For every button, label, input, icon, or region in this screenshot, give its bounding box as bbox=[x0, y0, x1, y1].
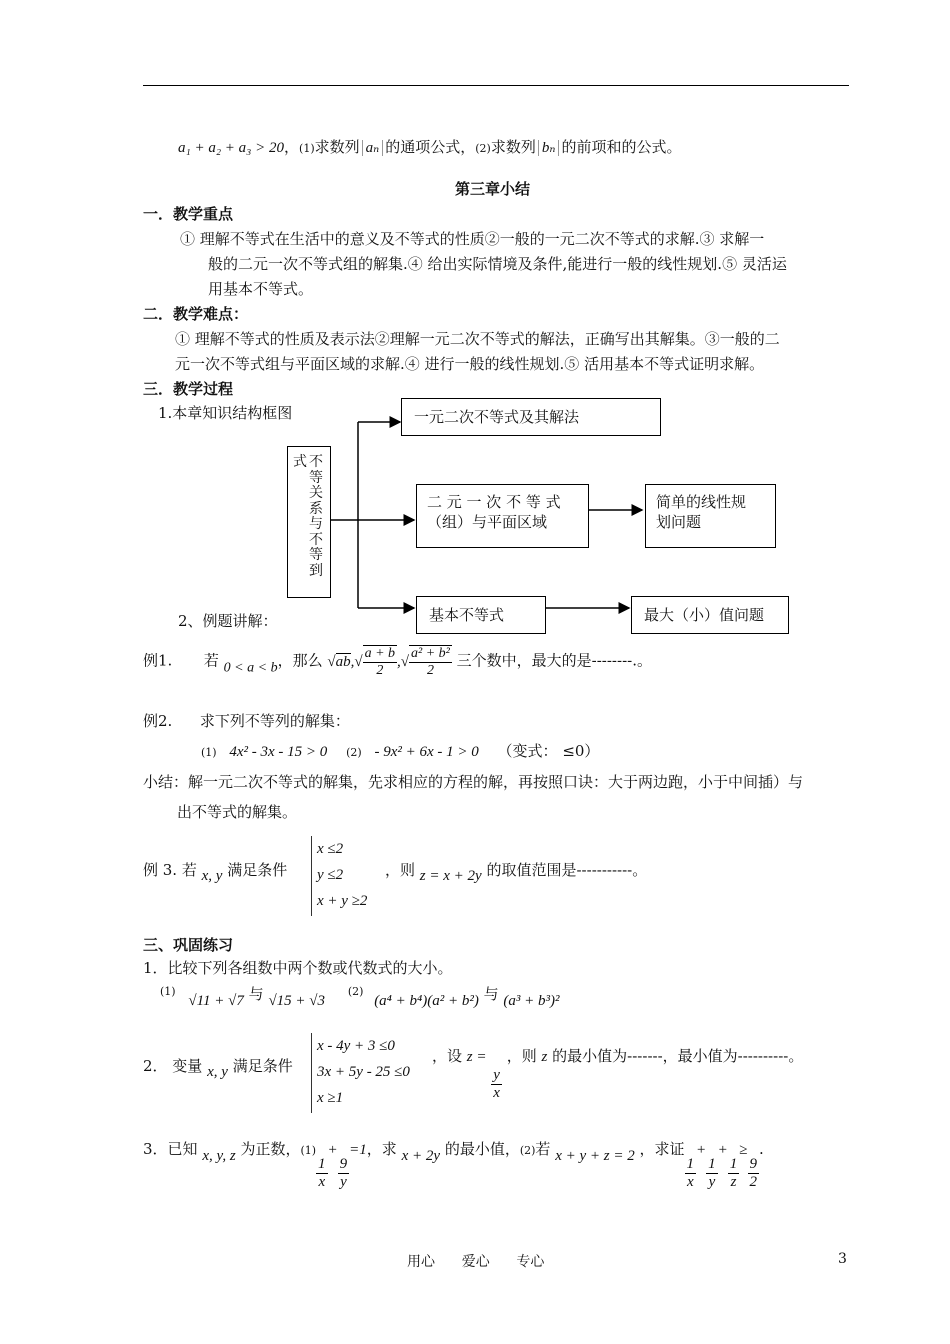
q2-z: z = bbox=[466, 1049, 487, 1065]
top-n2: (2) bbox=[475, 142, 491, 155]
q3-f1d: x bbox=[318, 1174, 326, 1191]
s1-heading: 一．教学重点 bbox=[143, 205, 234, 223]
ex2-variant: （变式： ≤0） bbox=[497, 742, 600, 760]
q1-yu1: 与 bbox=[248, 985, 264, 1003]
q2-vars: x, y bbox=[207, 1064, 228, 1080]
q3-eq: =1 bbox=[349, 1142, 367, 1158]
q3-rd: 2 bbox=[749, 1174, 758, 1191]
root-text-a: 不等关系与不等到 bbox=[309, 454, 323, 579]
seq-b: bₙ bbox=[538, 140, 560, 156]
q2-c3: x ≥1 bbox=[317, 1090, 344, 1106]
q1-n2: (2) bbox=[347, 985, 364, 998]
seq-a: aₙ bbox=[362, 140, 384, 156]
top-n1: (1) bbox=[299, 142, 315, 155]
ex2-m2: - 9x² + 6x - 1 > 0 bbox=[374, 744, 479, 760]
examples-label: 2、例题讲解： bbox=[178, 612, 278, 630]
q1-c: (a⁴ + b⁴)(a² + b²) bbox=[374, 993, 479, 1009]
q3-t1: 为正数， bbox=[240, 1140, 301, 1158]
top-t2: 求数列 bbox=[314, 138, 360, 156]
q1-a: √11 + √7 bbox=[188, 993, 244, 1009]
ex2-text: 求下列不等列的解集： bbox=[199, 712, 350, 730]
q2-head bbox=[143, 1055, 293, 1081]
ex1-f1-num: a + b bbox=[363, 646, 397, 663]
q2-c1: x - 4y + 3 ≤0 bbox=[317, 1038, 395, 1054]
box-linear-text1: 二 元 一 次 不 等 式 bbox=[427, 493, 561, 511]
q3-t3: 的最小值， bbox=[444, 1140, 520, 1158]
summary-line2: 出不等式的解集。 bbox=[177, 803, 298, 821]
box-basic-text: 基本不等式 bbox=[429, 606, 505, 624]
q1-b: √15 + √3 bbox=[268, 993, 326, 1009]
s1-line1: ① 理解不等式在生活中的意义及不等式的性质②一般的一元二次不等式的求解.③ 求解一 bbox=[180, 230, 765, 248]
q3-t2: ，求 bbox=[366, 1140, 397, 1158]
q2-system bbox=[311, 1033, 410, 1113]
ex3-system bbox=[311, 836, 367, 916]
ex3-expr: z = x + 2y bbox=[419, 868, 482, 884]
example-2 bbox=[143, 710, 350, 731]
root-text-b: 式 bbox=[293, 454, 307, 470]
box-linear-programming bbox=[645, 484, 776, 548]
q3-t4: 若 bbox=[535, 1140, 551, 1158]
root-box bbox=[287, 446, 331, 598]
example-3 bbox=[143, 859, 287, 885]
ex3-t3: 的取值范围是-----------。 bbox=[486, 861, 648, 879]
q2-fnum: y bbox=[491, 1067, 502, 1085]
s4-heading: 三、巩固练习 bbox=[143, 936, 234, 954]
q3-label: 3．已知 bbox=[143, 1140, 198, 1158]
top-t5: 的前项和的公式。 bbox=[561, 138, 682, 156]
s2-line1: ① 理解不等式的性质及表示法②理解一元二次不等式的解法，正确写出其解集。③一般的二 bbox=[175, 330, 780, 348]
ex3-c3: x + y ≥2 bbox=[317, 893, 368, 909]
q3-g3d: z bbox=[730, 1174, 737, 1191]
q3-vars: x, y, z bbox=[202, 1148, 236, 1164]
q3-f1n: 1 bbox=[316, 1156, 328, 1174]
box-quadratic bbox=[401, 398, 661, 436]
page-title: 第三章小结 bbox=[455, 180, 531, 198]
ex1-label: 例1. bbox=[143, 651, 173, 670]
q3-n1: (1) bbox=[300, 1144, 317, 1157]
q2-c2: 3x + 5y - 25 ≤0 bbox=[317, 1064, 410, 1080]
ex2-n2: (2) bbox=[346, 746, 362, 759]
q3-g3n: 1 bbox=[728, 1156, 740, 1174]
q1-text: 1．比较下列各组数中两个数或代数式的大小。 bbox=[143, 959, 453, 977]
q2-t3: ，则 bbox=[506, 1047, 537, 1065]
ex3-t1: 满足条件 bbox=[227, 861, 288, 879]
example-1: 例1. 若 0 < a < b，那么 √ab,√ $\frac{a + b}{2}$ ,√ $\frac{\text{a² + b²}}{2}$ 三个数中，最大的是--------.。 bbox=[143, 646, 652, 679]
ex3-t2: ，则 bbox=[385, 861, 416, 879]
q3-geq: ≥ bbox=[739, 1142, 748, 1158]
ex1-f1-den: 2 bbox=[376, 663, 384, 679]
q3-f2n: 9 bbox=[338, 1156, 350, 1174]
top-t3: 的通项公式， bbox=[385, 138, 476, 156]
q3-g2d: y bbox=[708, 1174, 716, 1191]
q2-t2: ，设 bbox=[432, 1047, 463, 1065]
ex2-label: 例2. bbox=[143, 712, 173, 730]
q2-fden: x bbox=[493, 1085, 500, 1102]
ex1-f2-den: 2 bbox=[426, 663, 434, 679]
ex3-vars: x, y bbox=[201, 868, 223, 884]
q2-zz: z bbox=[541, 1049, 548, 1065]
ex3-c2: y ≤2 bbox=[317, 867, 344, 883]
q3-line: 3．已知 x, y, z 为正数，(1) $\frac{1}{x}$ + $\frac{9}{y}$ =1，求 x + 2y 的最小值，(2)若 x + y + z = 2 ，求证 $\frac{1}{x}$ + $\frac{1}{y}$ + $\frac{1}{z}$ ≥ $\frac{9}{2}$ . bbox=[143, 1140, 764, 1191]
q3-t5: ，求证 bbox=[639, 1140, 685, 1158]
q3-f2d: y bbox=[340, 1174, 347, 1191]
example-2-parts bbox=[201, 740, 599, 761]
box-lp-text1: 简单的线性规 bbox=[656, 493, 747, 511]
box-lp-text2: 划问题 bbox=[656, 513, 702, 531]
box-extremum-text: 最大（小）值问题 bbox=[644, 606, 765, 624]
footer-motto: 用心 爱心 专心 bbox=[407, 1254, 545, 1270]
q3-n2: (2) bbox=[519, 1144, 536, 1157]
q3-g1n: 1 bbox=[685, 1156, 697, 1174]
s1-line3: 用基本不等式。 bbox=[208, 280, 314, 298]
s3-heading: 三．教学过程 bbox=[143, 380, 234, 398]
q2-tail bbox=[432, 1045, 803, 1103]
ex1-sqrt-ab: ab bbox=[335, 653, 351, 670]
q2-label: 2． 变量 bbox=[143, 1057, 203, 1075]
q1-parts bbox=[160, 983, 560, 1010]
q3-plus: + bbox=[327, 1142, 338, 1158]
top-comma: ， bbox=[284, 138, 300, 156]
ex1-cond: 0 < a < b bbox=[223, 660, 278, 676]
box-quadratic-text: 一元二次不等式及其解法 bbox=[414, 408, 580, 426]
framework-label: 1.本章知识结构框图 bbox=[158, 404, 293, 422]
s2-line2: 元一次不等式组与平面区域的求解.④ 进行一般的线性规划.⑤ 活用基本不等式证明求解。 bbox=[175, 355, 765, 373]
ex2-n1: (1) bbox=[201, 746, 217, 759]
q2-t4: 的最小值为-------，最小值为----------。 bbox=[552, 1047, 804, 1065]
top-t4: 求数列 bbox=[490, 138, 536, 156]
top-math: a₁ + a₂ + a₃ > 20 bbox=[178, 140, 285, 156]
q1-n1: (1) bbox=[160, 985, 176, 998]
s1-line2: 般的二元一次不等式组的解集.④ 给出实际情境及条件,能进行一般的线性规划.⑤ 灵活运 bbox=[208, 255, 787, 273]
ex1-t3: 三个数中，最大的是--------.。 bbox=[456, 651, 652, 670]
q3-expr: x + 2y bbox=[401, 1148, 441, 1164]
q3-cond: x + y + z = 2 bbox=[555, 1148, 635, 1164]
summary-line1: 小结：解一元二次不等式的解集，先求相应的方程的解，再按照口诀：大于两边跑，小于中间插）与 bbox=[143, 773, 804, 791]
q2-t1: 满足条件 bbox=[232, 1057, 293, 1075]
ex1-t2: ，那么 bbox=[277, 651, 323, 670]
ex1-t1: 若 bbox=[203, 651, 219, 670]
ex2-m1: 4x² - 3x - 15 > 0 bbox=[229, 744, 328, 760]
q3-g1d: x bbox=[686, 1174, 694, 1191]
q1-yu2: 与 bbox=[483, 985, 499, 1003]
ex3-label: 例 3. 若 bbox=[143, 861, 197, 879]
page-number: 3 bbox=[838, 1251, 847, 1267]
q3-rn: 9 bbox=[748, 1156, 760, 1174]
ex1-f2-num: a² + b² bbox=[409, 646, 452, 663]
ex3-c1: x ≤2 bbox=[317, 841, 344, 857]
box-basic-inequality bbox=[416, 596, 546, 634]
q3-dot: . bbox=[759, 1140, 764, 1158]
box-extremum bbox=[631, 596, 789, 634]
box-linear-system bbox=[416, 484, 589, 548]
q3-g2n: 1 bbox=[706, 1156, 718, 1174]
q1-d: (a³ + b³)² bbox=[503, 993, 560, 1009]
s2-heading: 二．教学难点： bbox=[143, 305, 249, 323]
box-linear-text2: （组）与平面区域 bbox=[427, 513, 548, 531]
example-3-tail bbox=[385, 859, 647, 885]
